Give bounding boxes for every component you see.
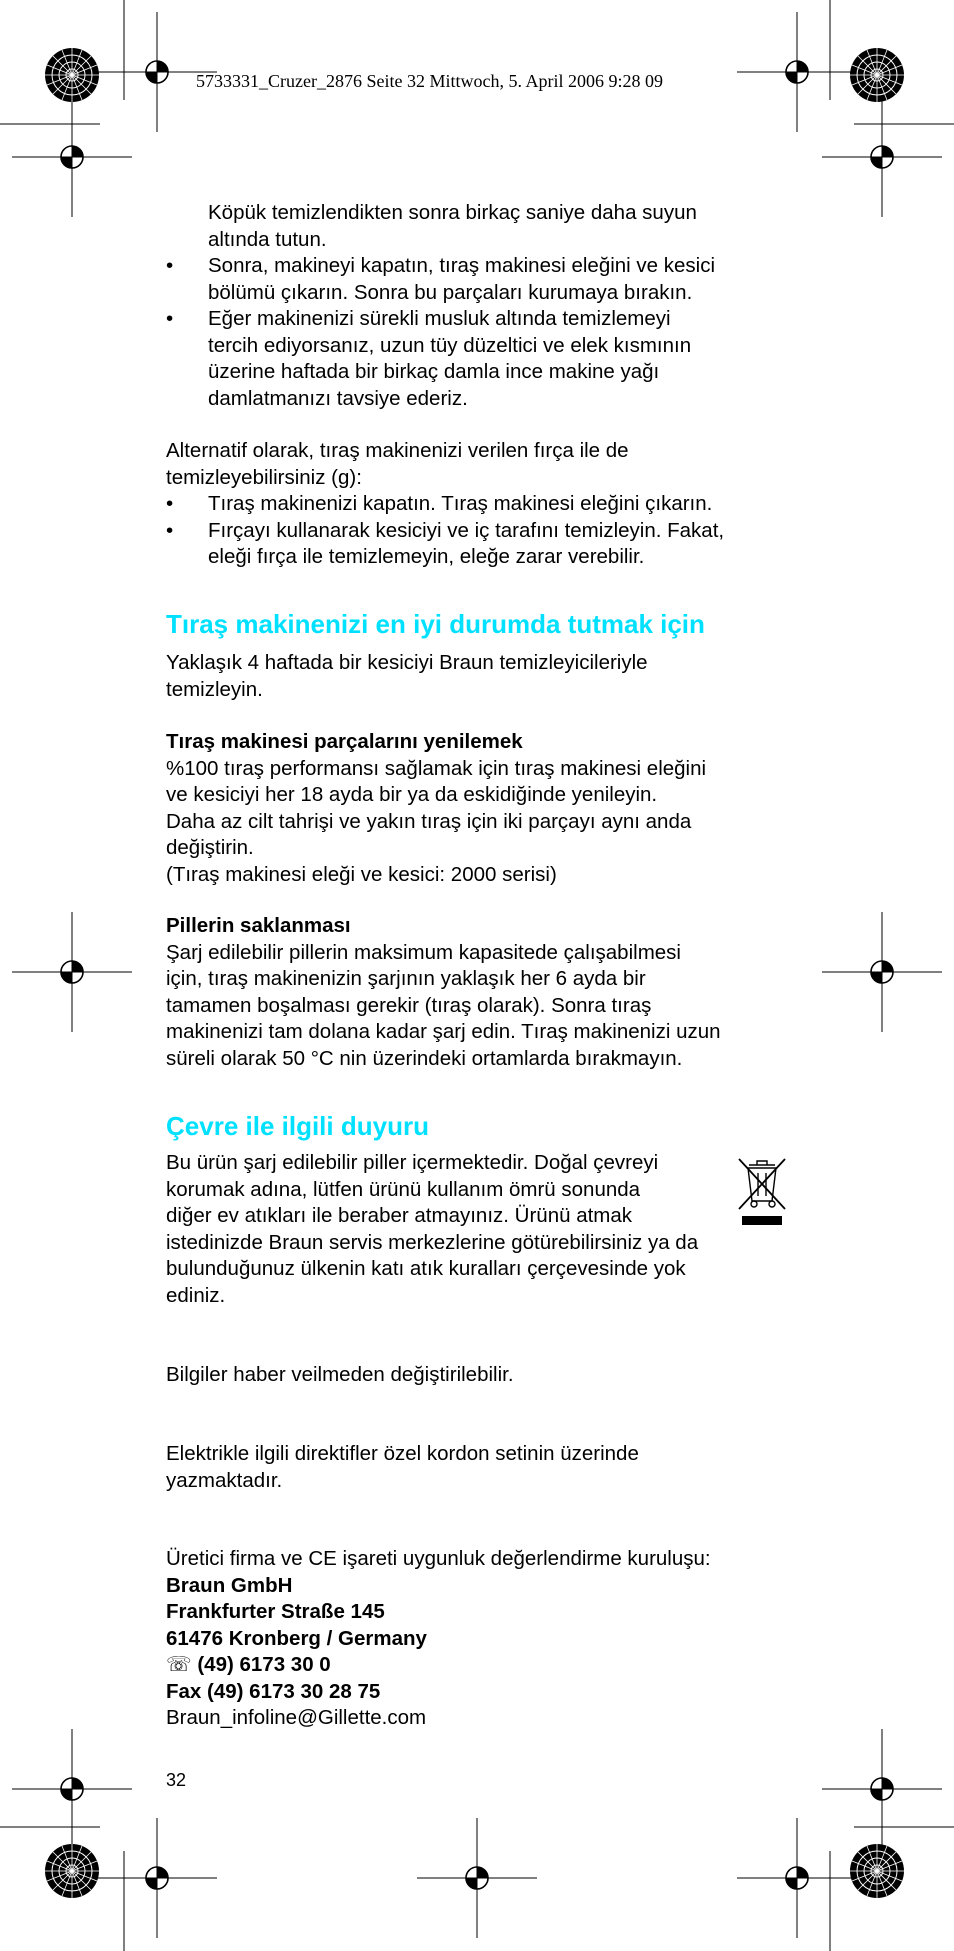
battery-section: Pillerin saklanması Şarj edilebilir pillerin maksimum kapasitede çalışabilmesi için, tıraş makinenizin şarjının yaklaşık her 6 ayda bir tamamen boşalması gerekir (tıraş olarak). Sonra tıraş makinenizi tam dolana kadar şarj edin. Tıraş makinenizi uzun süreli olarak 50 °C nin üzerindeki ortamlarda bırakmayın. xyxy=(166,913,798,1072)
list-item: • Fırçayı kullanarak kesiciyi ve iç tarafını temizleyin. Fakat, eleği fırça ile temizlemeyin, eleğe zarar verebilir. xyxy=(166,518,725,568)
parts-section: Tıraş makinesi parçalarını yenilemek %100 tıraş performansı sağlamak için tıraş makinesi eleğini ve kesiciyi her 18 ayda bir ya da eskidiğinde yenileyin. Daha az cilt tahrişi ve yakın tıraş için iki parçayı aynı anda değiştirin. (Tıraş makinesi eleği ve kesici: 2000 serisi) xyxy=(166,729,798,888)
maintenance-heading: Tıraş makinenizi en iyi durumda tutmak için xyxy=(166,609,705,639)
page-number: 32 xyxy=(166,1770,187,1790)
list-item: • Tıraş makinenizi kapatın. Tıraş makinesi eleğini çıkarın. xyxy=(166,492,713,515)
environment-text: Bu ürün şarj edilebilir piller içermektedir. Doğal çevreyi korumak adına, lütfen ürünü kullanım ömrü sonunda diğer ev atıkları ile beraber atmayınız. Ürünü atmak istedinizde Braun servis merkezlerine götürebilirsiniz ya da bulunduğunuz ülkenin katı atık kuralları çerçevesinde yok ediniz. xyxy=(166,1151,699,1307)
phone-icon: ☏ xyxy=(166,1653,192,1676)
parts-title: Tıraş makinesi parçalarını yenilemek xyxy=(166,730,523,753)
environment-heading: Çevre ile ilgili duyuru xyxy=(166,1111,429,1141)
phone: ☏ (49) 6173 30 0 xyxy=(166,1653,331,1676)
city: 61476 Kronberg / Germany xyxy=(166,1626,427,1650)
list-item: • Eğer makinenizi sürekli musluk altında temizlemeyi tercih ediyorsanız, uzun tüy düzeltici ve elek kısmının üzerine haftada bir birkaç damla ince makine yağı damlatmanızı tavsiye ederiz. xyxy=(166,307,692,410)
brush-cleaning: Alternatif olarak, tıraş makinenizi verilen fırça ile de temizleyebilirsiniz (g): • Tıraş makinenizi kapatın. Tıraş makinesi eleğini çıkarın. • Fırçayı kullanarak kesiciyi ve iç tarafını temizleyin. Fakat, eleği fırça ile temizlemeyin, eleğe zarar verebilir. xyxy=(166,438,798,571)
print-slug: 5733331_Cruzer_2876 Seite 32 Mittwoch, 5. April 2006 9:28 09 xyxy=(196,71,663,91)
electrical-note: Elektrikle ilgili direktifler özel kordon setinin üzerinde yazmaktadır. xyxy=(166,1442,639,1492)
intro-continuation: Köpük temizlendikten sonra birkaç saniye daha suyun altında tutun. xyxy=(208,201,697,251)
cleaning-section xyxy=(166,200,798,412)
crossed-out-wheelie-bin-icon xyxy=(736,1155,788,1227)
company-name: Braun GmbH xyxy=(166,1573,293,1597)
maintenance-intro: Yaklaşık 4 haftada bir kesiciyi Braun temizleyicileriyle temizleyin. xyxy=(166,651,648,701)
change-notice: Bilgiler haber veilmeden değiştirilebilir. xyxy=(166,1363,514,1386)
manufacturer-block xyxy=(166,1546,866,1732)
list-item: • Sonra, makineyi kapatın, tıraş makinesi eleğini ve kesici bölümü çıkarın. Sonra bu parçaları kurumaya bırakın. xyxy=(166,254,716,304)
email: Braun_infoline@Gillette.com xyxy=(166,1706,427,1729)
battery-title: Pillerin saklanması xyxy=(166,914,351,937)
fax: Fax (49) 6173 30 28 75 xyxy=(166,1679,381,1703)
manufacturer-intro: Üretici firma ve CE işareti uygunluk değerlendirme kuruluşu: xyxy=(166,1547,711,1570)
street: Frankfurter Straße 145 xyxy=(166,1600,385,1623)
